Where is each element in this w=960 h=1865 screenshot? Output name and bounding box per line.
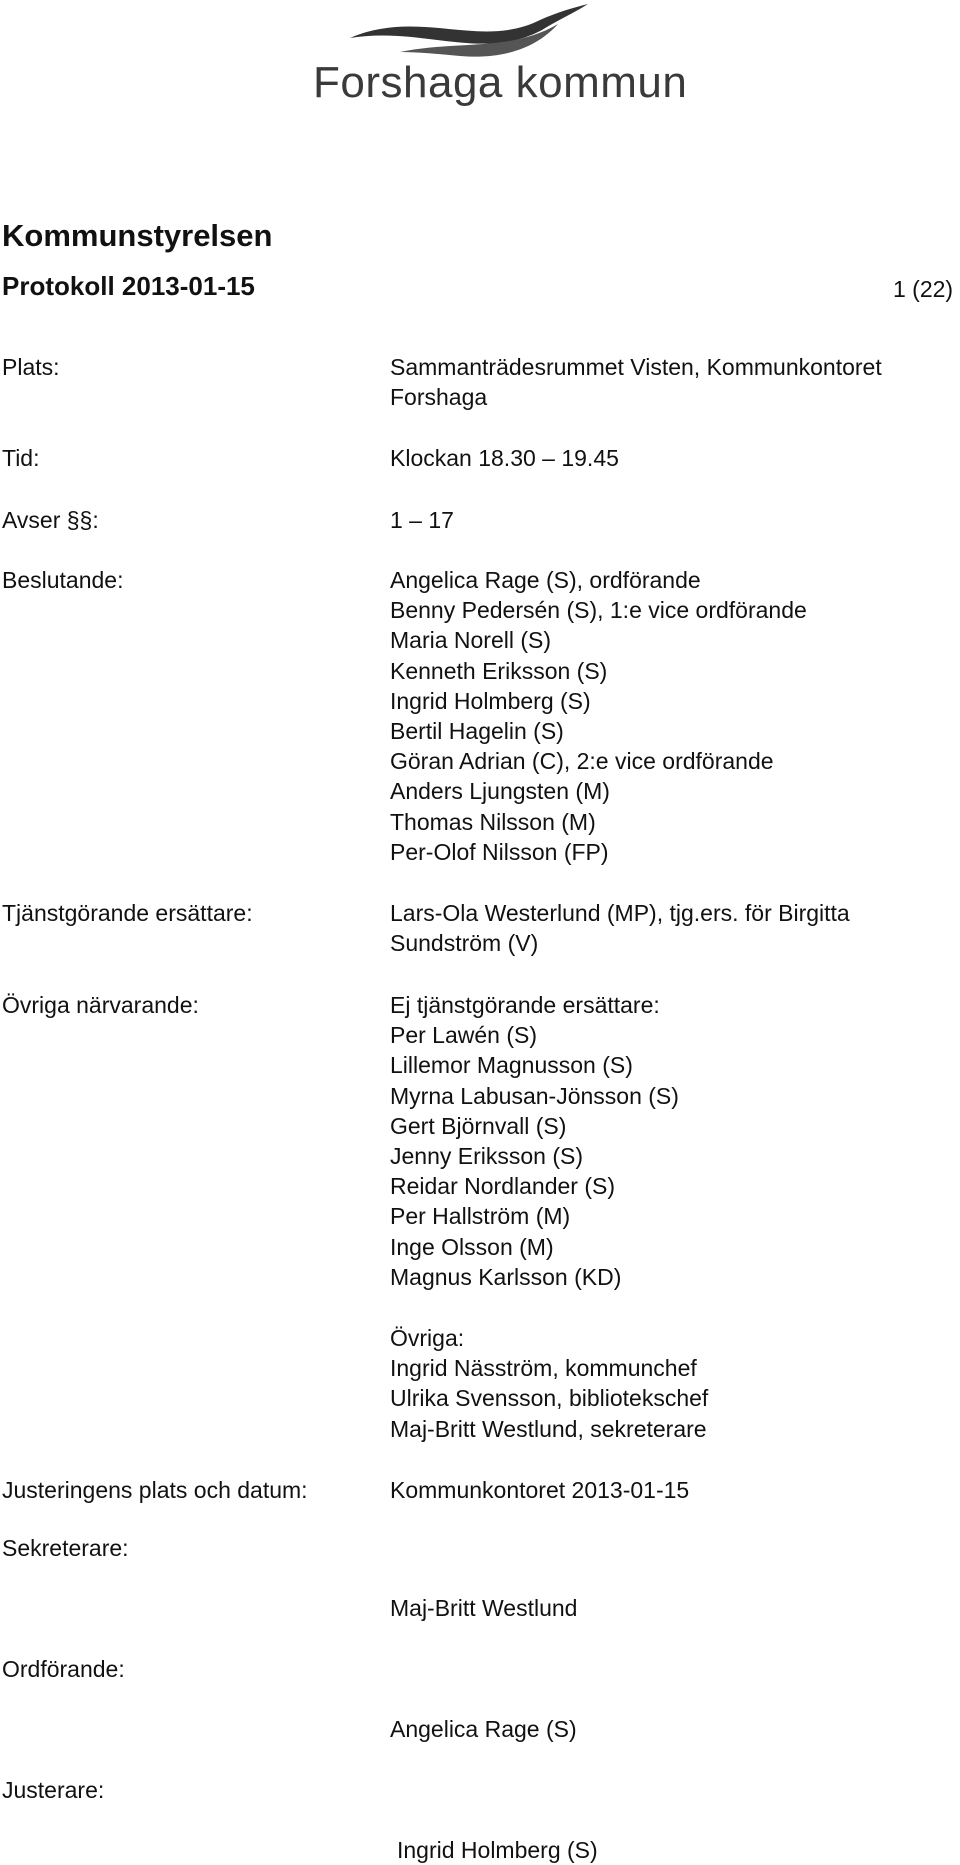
list-item: Ingrid Holmberg (S) (390, 687, 591, 714)
list-item: Jenny Eriksson (S) (390, 1143, 584, 1170)
list-item: Per Hallström (M) (390, 1203, 571, 1230)
list-item: Göran Adrian (C), 2:e vice ordförande (390, 748, 774, 775)
ej-tjanstgorande-list (390, 990, 679, 1292)
list-heading: Övriga: (390, 1325, 465, 1351)
tid-label: Tid: (2, 445, 40, 471)
ovriga-list (390, 1323, 708, 1444)
document-title: Kommunstyrelsen (2, 218, 273, 253)
beslutande-list (390, 565, 807, 867)
justerare-label: Justerare: (2, 1777, 105, 1803)
beslutande-label: Beslutande: (2, 567, 124, 593)
list-item: Bertil Hagelin (S) (390, 718, 564, 745)
ersattare-value (390, 898, 850, 958)
ersattare-line: Sundström (V) (390, 930, 539, 957)
list-item: Angelica Rage (S), ordförande (390, 567, 701, 593)
list-item: Benny Pedersén (S), 1:e vice ordförande (390, 597, 807, 624)
list-item: Gert Björnvall (S) (390, 1112, 567, 1139)
justering-label: Justeringens plats och datum: (2, 1477, 308, 1503)
list-item: Maria Norell (S) (390, 627, 552, 654)
avser-label: Avser §§: (2, 507, 99, 533)
page-number: 1 (22) (893, 276, 954, 302)
ersattare-label: Tjänstgörande ersättare: (2, 900, 253, 926)
list-item: Thomas Nilsson (M) (390, 808, 596, 835)
ovriga-label: Övriga närvarande: (2, 992, 199, 1018)
list-heading: Ej tjänstgörande ersättare: (390, 992, 660, 1018)
logo-text: Forshaga kommun (313, 58, 688, 107)
ordforande-name: Angelica Rage (S) (390, 1716, 577, 1742)
list-item: Kenneth Eriksson (S) (390, 657, 608, 684)
list-item: Per-Olof Nilsson (FP) (390, 838, 609, 865)
sekreterare-label: Sekreterare: (2, 1535, 129, 1561)
justerare-name: Ingrid Holmberg (S) (397, 1837, 598, 1863)
ordforande-label: Ordförande: (2, 1656, 125, 1682)
plats-line: Forshaga (390, 384, 488, 411)
list-item: Maj-Britt Westlund, sekreterare (390, 1415, 707, 1442)
list-item: Reidar Nordlander (S) (390, 1173, 615, 1200)
avser-value: 1 – 17 (390, 507, 454, 533)
tid-value: Klockan 18.30 – 19.45 (390, 445, 619, 471)
list-item: Ulrika Svensson, bibliotekschef (390, 1385, 709, 1412)
list-item: Myrna Labusan-Jönsson (S) (390, 1082, 679, 1109)
list-item: Magnus Karlsson (KD) (390, 1263, 622, 1290)
list-item: Anders Ljungsten (M) (390, 778, 610, 805)
plats-line: Sammanträdesrummet Visten, Kommunkontoret (390, 354, 882, 380)
forshaga-logo (310, 0, 688, 120)
list-item: Per Lawén (S) (390, 1022, 538, 1049)
protocol-date: Protokoll 2013-01-15 (2, 271, 255, 301)
plats-label: Plats: (2, 354, 60, 380)
list-item: Lillemor Magnusson (S) (390, 1052, 633, 1079)
justering-value: Kommunkontoret 2013-01-15 (390, 1477, 690, 1503)
plats-value (390, 352, 882, 412)
list-item: Ingrid Näsström, kommunchef (390, 1355, 697, 1382)
sekreterare-name: Maj-Britt Westlund (390, 1595, 578, 1621)
list-item: Inge Olsson (M) (390, 1233, 554, 1260)
ersattare-line: Lars-Ola Westerlund (MP), tjg.ers. för Birgitta (390, 900, 850, 926)
